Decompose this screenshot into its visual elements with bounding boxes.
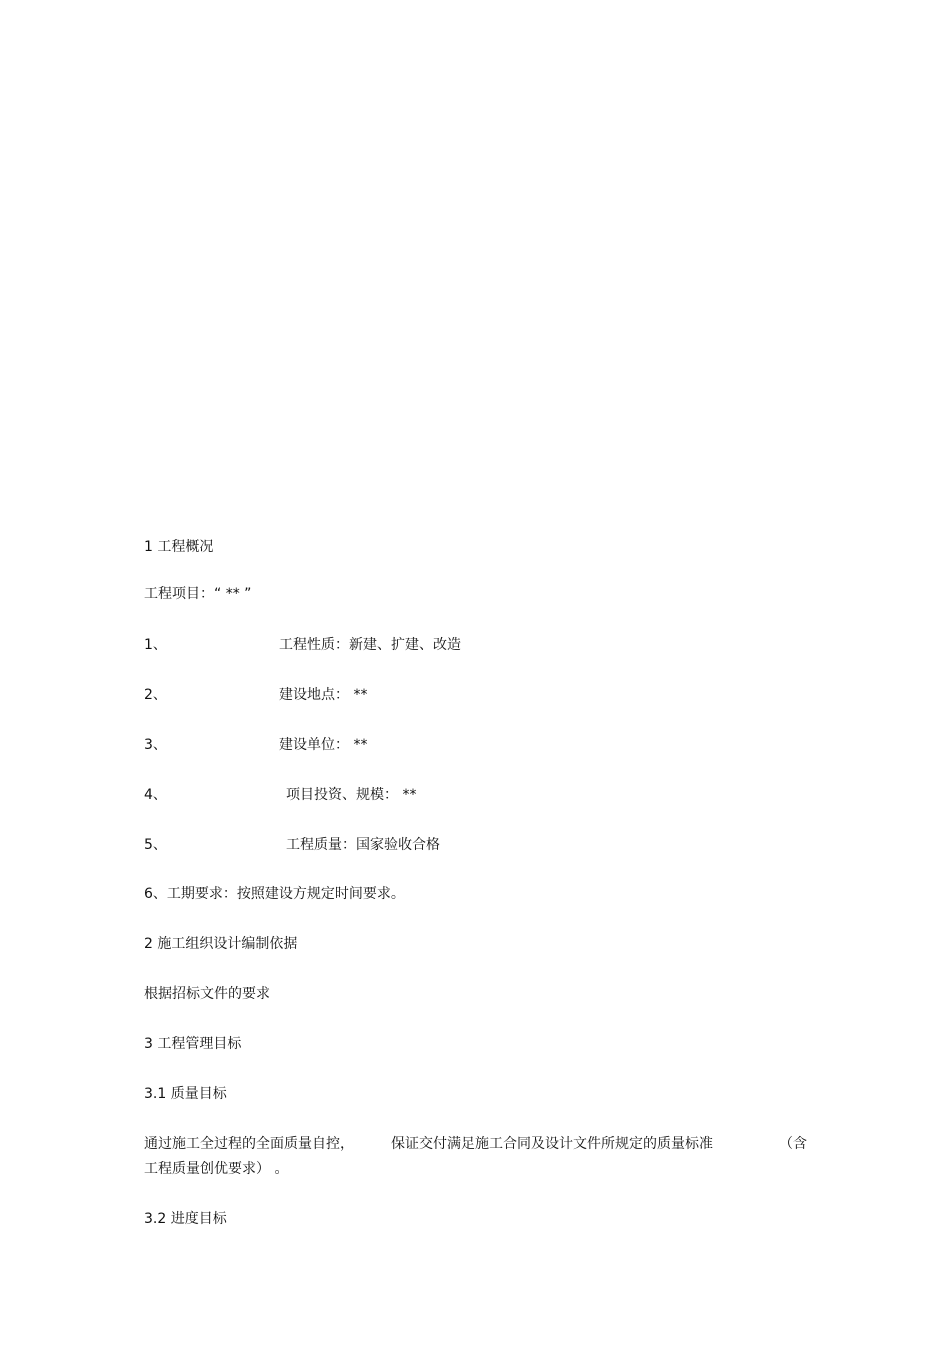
- list-item-text: 建设地点： **: [279, 687, 368, 703]
- paragraph-segment: 保证交付满足施工合同及设计文件所规定的质量标准: [391, 1136, 713, 1152]
- item-number: 4、: [144, 787, 167, 803]
- list-item-text: 工程质量：国家验收合格: [286, 837, 440, 853]
- section-3-heading: 3 工程管理目标: [144, 1036, 242, 1052]
- list-item: [144, 685, 167, 705]
- subsection-3-2-heading: 3.2 进度目标: [144, 1211, 227, 1227]
- item-number: 3、: [144, 737, 167, 753]
- item-number: 5、: [144, 837, 167, 853]
- list-item: [144, 735, 167, 755]
- project-line: 工程项目：“ ** ”: [144, 586, 252, 602]
- list-item-text: 建设单位： **: [279, 737, 368, 753]
- section-2-heading: 2 施工组织设计编制依据: [144, 936, 298, 952]
- paragraph-segment: 工程质量创优要求） 。: [144, 1161, 289, 1177]
- list-item: [144, 785, 167, 805]
- list-item-text: 项目投资、规模： **: [286, 787, 417, 803]
- paragraph-segment: 通过施工全过程的全面质量自控，: [144, 1136, 354, 1152]
- item-number: 1、: [144, 637, 167, 653]
- list-item: [144, 635, 167, 655]
- list-item-text: 工程性质：新建、扩建、改造: [279, 637, 461, 653]
- item-6: 6、工期要求：按照建设方规定时间要求。: [144, 886, 405, 902]
- section-2-body: 根据招标文件的要求: [144, 986, 270, 1002]
- section-1-heading: 1 工程概况: [144, 539, 214, 555]
- item-number: 2、: [144, 687, 167, 703]
- paragraph-segment: （含: [779, 1136, 807, 1152]
- list-item: [144, 835, 167, 855]
- subsection-3-1-heading: 3.1 质量目标: [144, 1086, 227, 1102]
